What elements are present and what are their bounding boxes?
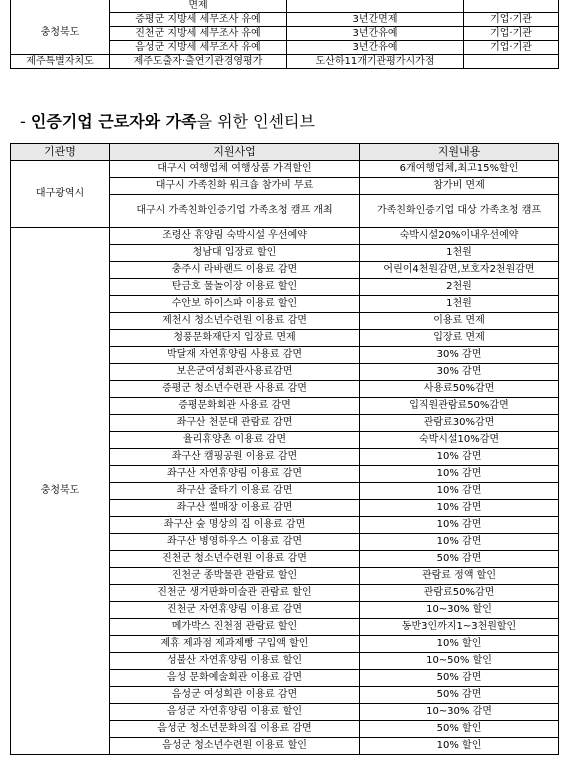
- content-cell: 입직원관람료50%감면: [360, 398, 559, 415]
- content-cell: 10% 감면: [360, 449, 559, 466]
- table-header-row: [11, 144, 559, 161]
- content-cell: 1천원: [360, 245, 559, 262]
- program-cell: 음성군 청소년문화의집 이용료 감면: [110, 721, 360, 738]
- content-cell: 10~30% 감면: [360, 704, 559, 721]
- content-cell: 관람료50%감면: [360, 585, 559, 602]
- program-cell: 면제: [110, 0, 287, 13]
- program-cell: 청풍문화재단지 입장료 면제: [110, 330, 360, 347]
- program-cell: 수안보 하이스파 이용료 할인: [110, 296, 360, 313]
- content-cell: 10~50% 할인: [360, 653, 559, 670]
- table-row: [11, 228, 559, 245]
- program-cell: 탄금호 물놀이장 이용료 할인: [110, 279, 360, 296]
- heading-dash: -: [20, 112, 31, 131]
- program-cell: 청남대 입장료 할인: [110, 245, 360, 262]
- top-incentive-table: [10, 0, 559, 69]
- content-cell: 30% 감면: [360, 364, 559, 381]
- program-cell: 대구시 여행업체 여행상품 가격할인: [110, 161, 360, 178]
- content-cell: 동반3인까지1~3천원할인: [360, 619, 559, 636]
- content-cell: 3년간면제: [287, 13, 464, 27]
- program-cell: 좌구산 썰매장 이용료 감면: [110, 500, 360, 517]
- program-cell: 진천군 종박물관 관람료 할인: [110, 568, 360, 585]
- program-cell: 율리휴양촌 이용료 감면: [110, 432, 360, 449]
- target-cell: 기업·기관: [464, 41, 559, 55]
- content-cell: 10% 감면: [360, 500, 559, 517]
- content-cell: 50% 감면: [360, 551, 559, 568]
- content-cell: 1천원: [360, 296, 559, 313]
- table-row: [11, 161, 559, 178]
- header-agency: 기관명: [11, 144, 110, 161]
- program-cell: 음성군 자연휴양림 이용료 할인: [110, 704, 360, 721]
- section-heading: [20, 112, 315, 132]
- program-cell: 좌구산 병영하우스 이용료 감면: [110, 534, 360, 551]
- content-cell: 50% 할인: [360, 721, 559, 738]
- content-cell: 가족친화인증기업 대상 가족초청 캠프: [360, 195, 559, 228]
- program-cell: 좌구산 자연휴양림 이용료 감면: [110, 466, 360, 483]
- target-cell: 기업·기관: [464, 27, 559, 41]
- content-cell: 10% 감면: [360, 466, 559, 483]
- content-cell: 10% 감면: [360, 483, 559, 500]
- content-cell: 10% 할인: [360, 636, 559, 653]
- family-incentive-table: [10, 143, 559, 755]
- content-cell: 3년간유예: [287, 41, 464, 55]
- program-cell: 좌구산 줄타기 이용료 감면: [110, 483, 360, 500]
- content-cell: 10% 감면: [360, 534, 559, 551]
- program-cell: 좌구산 캠핑공원 이용료 감면: [110, 449, 360, 466]
- content-cell: 50% 감면: [360, 687, 559, 704]
- region-cell: 충청북도: [11, 228, 110, 755]
- program-cell: 음성군 여성회관 이용료 감면: [110, 687, 360, 704]
- program-cell: 제천시 청소년수련원 이용료 감면: [110, 313, 360, 330]
- content-cell: 관람료 정액 할인: [360, 568, 559, 585]
- content-cell: 입장료 면제: [360, 330, 559, 347]
- program-cell: 증평문화회관 사용료 감면: [110, 398, 360, 415]
- content-cell: 50% 감면: [360, 670, 559, 687]
- program-cell: 제휴 제과점 제과제빵 구입액 할인: [110, 636, 360, 653]
- content-cell: 사용료50%감면: [360, 381, 559, 398]
- content-cell: 6개여행업체,최고15%할인: [360, 161, 559, 178]
- program-cell: 증평군 지방세 세무조사 유예: [110, 13, 287, 27]
- table-row: [11, 13, 559, 27]
- content-cell: 2천원: [360, 279, 559, 296]
- program-cell: 좌구산 천문대 관람료 감면: [110, 415, 360, 432]
- program-cell: 충주시 라바랜드 이용료 감면: [110, 262, 360, 279]
- content-cell: 30% 감면: [360, 347, 559, 364]
- program-cell: 조령산 휴양림 숙박시설 우선예약: [110, 228, 360, 245]
- table-row: [11, 55, 559, 69]
- content-cell: 10% 감면: [360, 517, 559, 534]
- program-cell: 음성군 청소년수련원 이용료 할인: [110, 738, 360, 755]
- program-cell: 메가박스 진천점 관람료 할인: [110, 619, 360, 636]
- heading-rest-text: 을 위한 인센티브: [196, 112, 315, 131]
- table-row: [11, 0, 559, 13]
- program-cell: 진천군 청소년수련원 이용료 감면: [110, 551, 360, 568]
- content-cell: 관람료30%감면: [360, 415, 559, 432]
- program-cell: 진천군 생거판화미술관 관람료 할인: [110, 585, 360, 602]
- heading-bold-text: 인증기업 근로자와 가족: [30, 112, 197, 131]
- content-cell: 이용료 면제: [360, 313, 559, 330]
- region-cell: [11, 0, 110, 13]
- region-cell: 충청북도: [11, 13, 110, 55]
- program-cell: 음성 문화예술회관 이용료 감면: [110, 670, 360, 687]
- content-cell: 10% 할인: [360, 738, 559, 755]
- program-cell: 좌구산 숲 명상의 집 이용료 감면: [110, 517, 360, 534]
- content-cell: 도산하11개기관평가시가점: [287, 55, 464, 69]
- region-cell: 제주특별자치도: [11, 55, 110, 69]
- target-cell: 기업·기관: [464, 13, 559, 27]
- header-program: 지원사업: [110, 144, 360, 161]
- target-cell: [464, 0, 559, 13]
- content-cell: 3년간유예: [287, 27, 464, 41]
- program-cell: 박달재 자연휴양림 사용료 감면: [110, 347, 360, 364]
- program-cell: 음성군 지방세 세무조사 유예: [110, 41, 287, 55]
- content-cell: 숙박시설20%이내우선예약: [360, 228, 559, 245]
- program-cell: 성불산 자연휴양림 이용료 할인: [110, 653, 360, 670]
- target-cell: [464, 55, 559, 69]
- content-cell: 어린이4천원감면,보호자2천원감면: [360, 262, 559, 279]
- program-cell: 대구시 가족친화인증기업 가족초청 캠프 개최: [110, 195, 360, 228]
- content-cell: [287, 0, 464, 13]
- program-cell: 제주도출자·출연기관경영평가: [110, 55, 287, 69]
- program-cell: 진천군 지방세 세무조사 유예: [110, 27, 287, 41]
- content-cell: 참가비 면제: [360, 178, 559, 195]
- program-cell: 증평군 청소년수련관 사용료 감면: [110, 381, 360, 398]
- region-cell: 대구광역시: [11, 161, 110, 228]
- program-cell: 보은군여성회관사용료감면: [110, 364, 360, 381]
- content-cell: 10~30% 할인: [360, 602, 559, 619]
- program-cell: 대구시 가족친화 워크숍 참가비 무료: [110, 178, 360, 195]
- program-cell: 진천군 자연휴양림 이용료 감면: [110, 602, 360, 619]
- content-cell: 숙박시설10%감면: [360, 432, 559, 449]
- header-content: 지원내용: [360, 144, 559, 161]
